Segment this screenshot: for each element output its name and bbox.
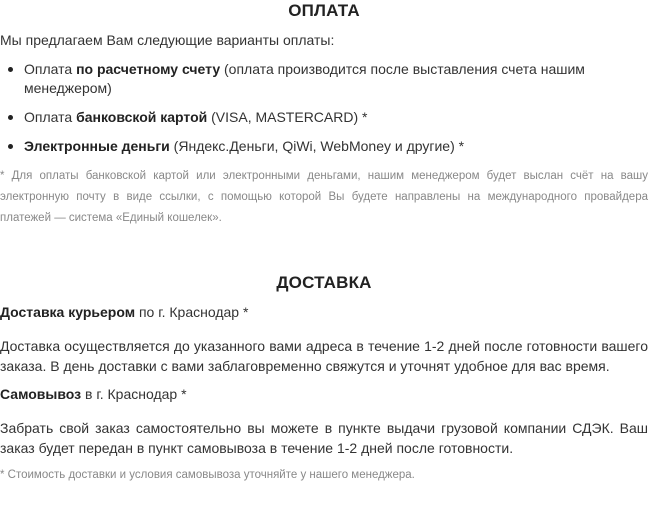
payment-option-bank-transfer	[8, 60, 648, 98]
pickup-description: Забрать свой заказ самостоятельно вы можете в пункте выдачи грузовой компании СДЭК. Ваш заказ будет передан в пункт самовывоза в течение 1-2 дней после готовности.	[0, 420, 648, 456]
payment-option-bank-card	[8, 108, 648, 127]
courier-description: Доставка осуществляется до указанного вами адреса в течение 1-2 дней после готовности вашего заказа. В день доставки с вами заблаговременно свяжутся и уточнят удобное для вас время.	[0, 338, 648, 374]
bullet-icon	[8, 67, 13, 72]
option-detail: (VISA, MASTERCARD) *	[207, 109, 368, 125]
option-name: банковской картой	[76, 109, 208, 125]
payment-title: ОПЛАТА	[288, 1, 360, 20]
pickup-heading	[0, 384, 648, 404]
option-detail: (Яндекс.Деньги, QiWi, WebMoney и другие) *	[169, 138, 465, 154]
pickup-method-name: Самовывоз	[0, 386, 82, 402]
option-prefix: Оплата	[24, 109, 77, 125]
delivery-title: ДОСТАВКА	[276, 273, 372, 292]
courier-method-name: Доставка курьером	[0, 304, 136, 320]
option-prefix: Оплата	[24, 61, 77, 77]
bullet-icon	[8, 144, 13, 149]
bullet-icon	[8, 115, 13, 120]
pickup-method-detail: в г. Краснодар *	[81, 386, 187, 402]
payment-options-list	[0, 60, 648, 156]
option-name: Электронные деньги	[24, 138, 170, 154]
payment-note: * Для оплаты банковской картой или электронными деньгами, нашим менеджером будет выслан счёт на вашу электронную почту в виде ссылки, с помощью которой Вы будете направлены на международного провайдера платежей — система «Единый кошелек».	[0, 170, 648, 224]
option-name: по расчетному счету	[76, 61, 221, 77]
courier-heading	[0, 302, 648, 322]
payment-option-e-money	[8, 137, 648, 156]
payment-intro: Мы предлагаем Вам следующие варианты оплаты:	[0, 32, 335, 48]
courier-method-detail: по г. Краснодар *	[135, 304, 249, 320]
option-detail: (оплата производится после выставления счета нашим менеджером)	[24, 61, 585, 96]
delivery-note: * Стоимость доставки и условия самовывоза уточняйте у нашего менеджера.	[0, 469, 415, 481]
